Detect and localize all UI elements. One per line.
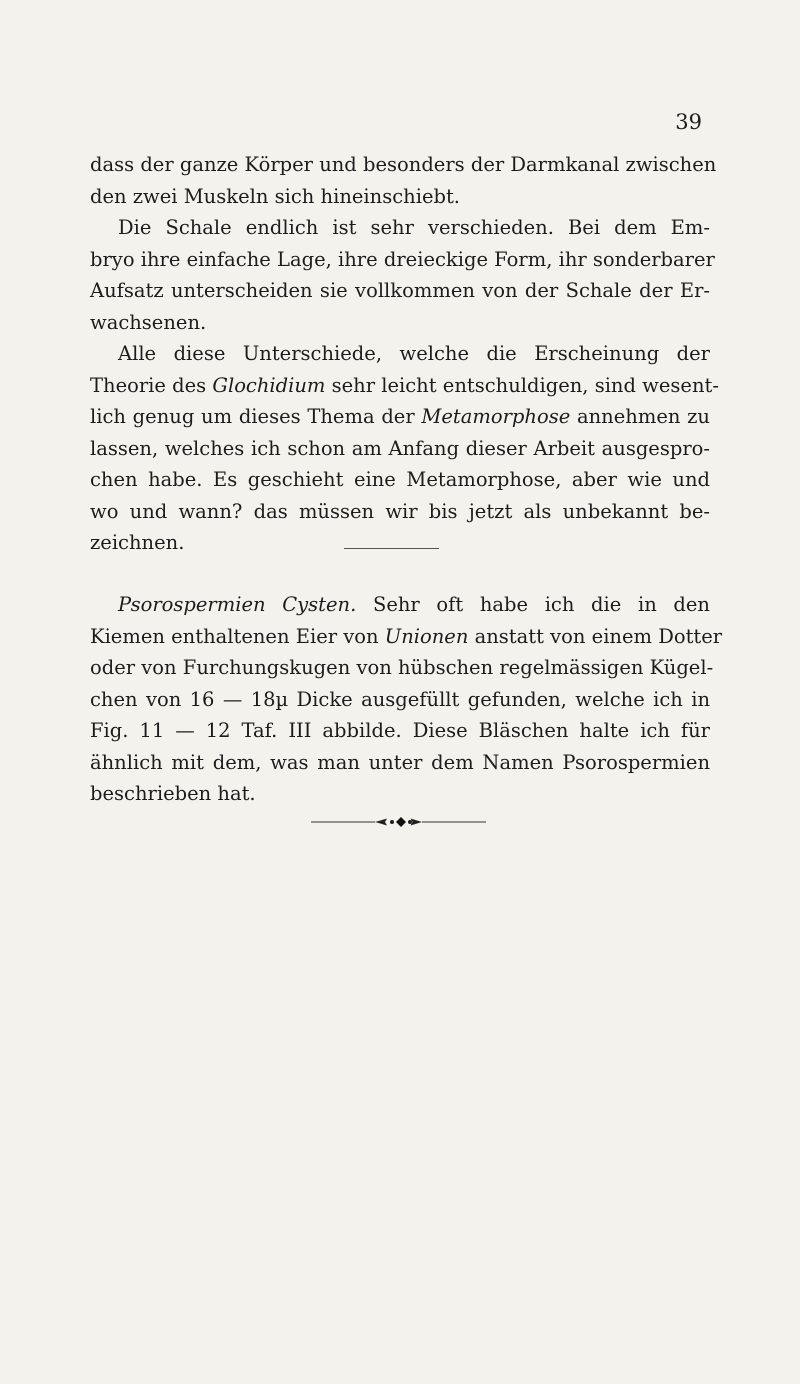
text-line: Alle diese Unterschiede, welche die Erscheinung der xyxy=(118,342,710,365)
text-fragment: sehr leicht entschuldigen, sind wesent- xyxy=(325,373,719,397)
text-line: den zwei Muskeln sich hineinschiebt. xyxy=(90,184,460,208)
text-fragment: Theorie des xyxy=(90,373,213,397)
italic-term-glochidium: Glochidium xyxy=(212,373,326,397)
text-line xyxy=(90,589,710,621)
text-fragment: annehmen zu xyxy=(570,405,710,428)
paragraph-block-1 xyxy=(90,149,719,559)
text-fragment: lich genug um dieses Thema der xyxy=(90,405,422,428)
text-line: wachsenen. xyxy=(90,310,207,334)
text-line xyxy=(90,621,723,653)
text-fragment: Kiemen enthaltenen Eier von xyxy=(90,624,385,648)
text-line: Aufsatz unterscheiden sie vollkommen von der Schale der Er- xyxy=(90,279,710,302)
text-line: oder von Furchungskugen von hübschen regelmässigen Kügel- xyxy=(90,656,714,679)
text-line xyxy=(90,401,710,433)
paragraph-block-2 xyxy=(90,589,723,810)
text-line xyxy=(90,370,719,402)
text-line: ähnlich mit dem, was man unter dem Namen Psorospermien xyxy=(90,750,710,774)
text-fragment: anstatt von einem Dotter xyxy=(468,624,723,648)
text-line: beschrieben hat. xyxy=(90,782,256,805)
italic-heading-psorospermien: Psorospermien Cysten. xyxy=(118,593,357,616)
italic-term-metamorphose: Metamorphose xyxy=(421,405,571,428)
text-line: zeichnen. xyxy=(90,531,185,554)
page-number: 39 xyxy=(675,110,702,134)
italic-term-unionen: Unionen xyxy=(384,624,469,648)
text-line: dass der ganze Körper und besonders der Darmkanal zwischen xyxy=(90,153,717,176)
text-line: wo und wann? das müssen wir bis jetzt als unbekannt be- xyxy=(90,499,710,523)
end-ornament-icon xyxy=(311,816,486,828)
text-line: chen habe. Es geschieht eine Metamorphose, aber wie und xyxy=(90,468,710,491)
text-line: chen von 16 — 18µ Dicke ausgefüllt gefunden, welche ich in xyxy=(90,687,710,711)
section-divider xyxy=(344,548,439,549)
text-line: Die Schale endlich ist sehr verschieden. Bei dem Em- xyxy=(118,216,710,239)
text-line: lassen, welches ich schon am Anfang dieser Arbeit ausgespro- xyxy=(90,436,710,460)
text-line: bryo ihre einfache Lage, ihre dreieckige Form, ihr sonderbarer xyxy=(90,247,715,271)
text-fragment: Sehr oft habe ich die in den xyxy=(356,593,710,616)
text-line: Fig. 11 — 12 Taf. III abbilde. Diese Bläschen halte ich für xyxy=(90,719,710,742)
